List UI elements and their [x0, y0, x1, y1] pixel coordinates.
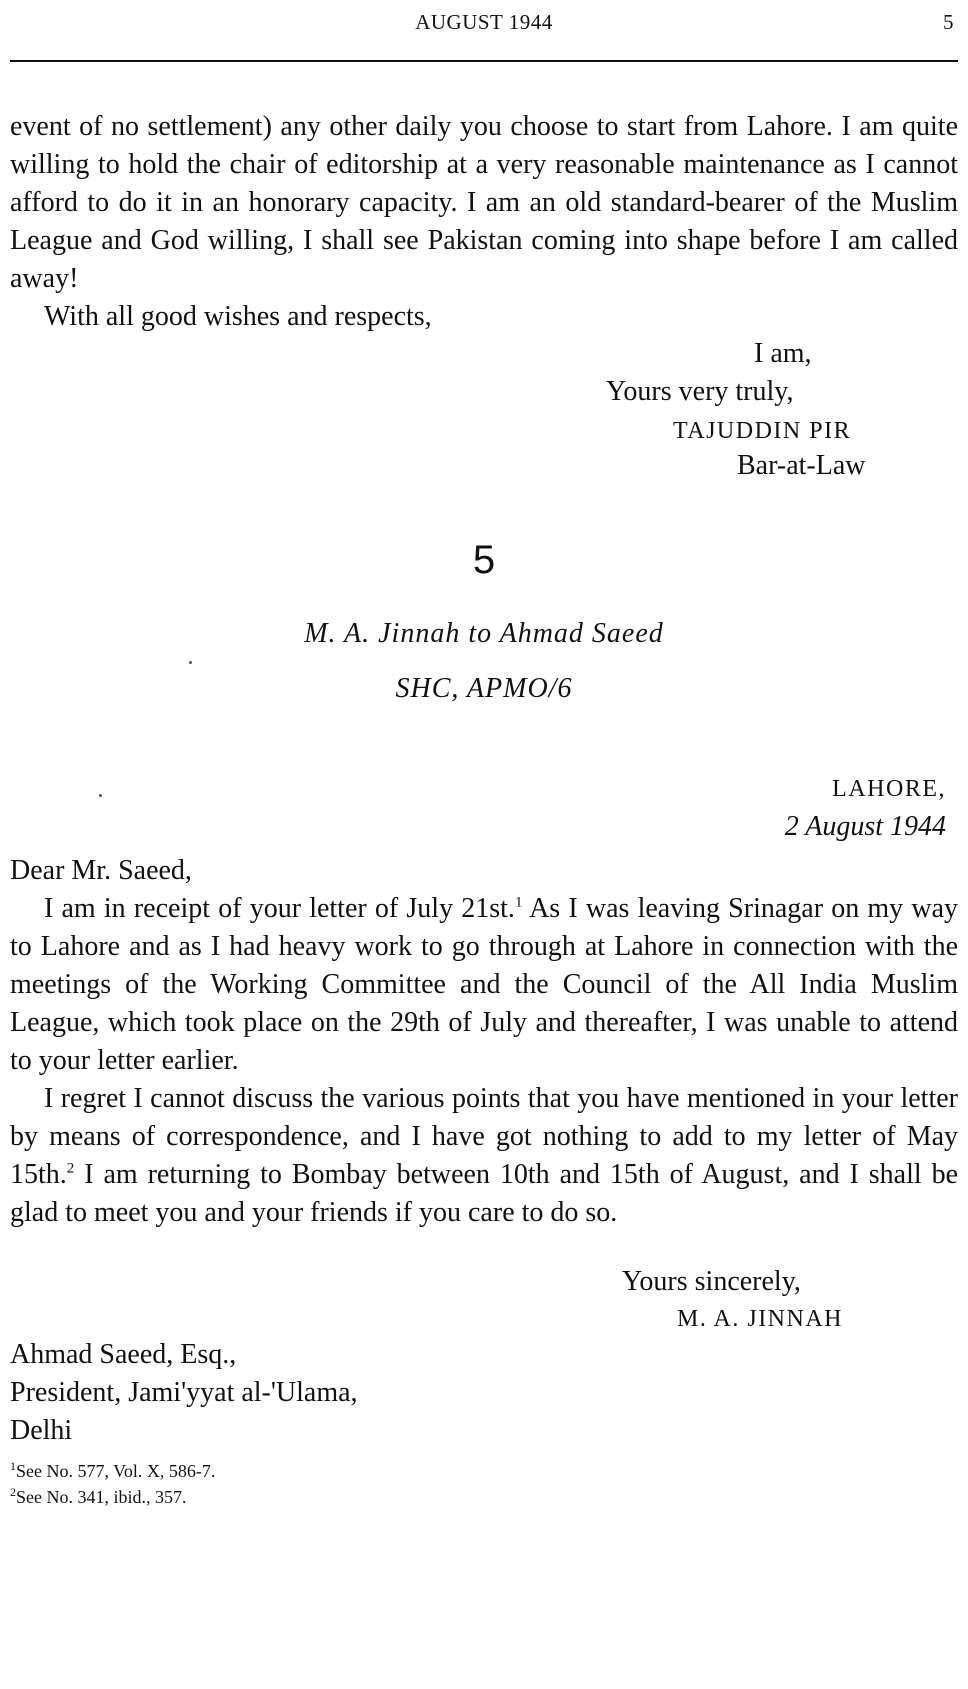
footnote-text-2: See No. 341, ibid., 357. [16, 1487, 187, 1507]
document-number: 5 [472, 538, 496, 582]
continuation-paragraph: event of no settlement) any other daily you choose to start from Lahore. I am quite willing to hold the chair of editorship at a very reasonable maintenance as I cannot afford to do it in an honorary capacity. I am an old standard-bearer of the Muslim League and God willing, I shall see Pakistan coming into shape before I am called away! [10, 111, 958, 294]
book-page [10, 0, 958, 1689]
salutation: Dear Mr. Saeed, [10, 855, 192, 886]
footnote-2 [10, 1484, 215, 1510]
letter-paragraph-2 [10, 1080, 958, 1232]
addressee-name: Ahmad Saeed, Esq., [10, 1339, 237, 1370]
print-speck [99, 794, 102, 797]
running-head [10, 6, 958, 36]
footnote-ref-1: 1 [514, 894, 523, 911]
previous-letter-continuation [10, 108, 958, 336]
letter-body [10, 852, 958, 1232]
addressee-position: President, Jami'yyat al-'Ulama, [10, 1377, 358, 1408]
place-date-block [785, 770, 946, 846]
addressee-city: Delhi [10, 1415, 73, 1446]
closing-yours-very-truly: Yours very truly, [606, 376, 794, 407]
footnote-mark-1: 1 [10, 1459, 16, 1473]
footnote-text-1: See No. 577, Vol. X, 586-7. [16, 1461, 216, 1481]
letter-place: LAHORE, [832, 776, 946, 802]
document-title: M. A. Jinnah to Ahmad Saeed [304, 618, 664, 649]
letter-date: 2 August 1944 [784, 811, 946, 842]
footnote-ref-2: 2 [66, 1160, 75, 1177]
print-speck [189, 661, 192, 664]
closing-yours-sincerely: Yours sincerely, [622, 1266, 801, 1297]
closing-wishes: With all good wishes and respects, [44, 301, 432, 332]
signature-tajuddin-pir: TAJUDDIN PIR [673, 418, 852, 444]
running-head-title: AUGUST 1944 [415, 10, 553, 34]
page-number: 5 [943, 10, 954, 34]
paragraph-1-text-a: I am in receipt of your letter of July 21st. [44, 893, 515, 924]
signature-jinnah: M. A. JINNAH [677, 1306, 844, 1332]
header-rule [10, 60, 958, 62]
designation-bar-at-law: Bar-at-Law [737, 450, 866, 481]
paragraph-2-text-b: I am returning to Bombay between 10th and 15th of August, and I shall be glad to meet you and your friends if you care to do so. [10, 1159, 958, 1228]
paragraph-1-text-b: As I was leaving Srinagar on my way to Lahore and as I had heavy work to go through at Lahore in connection with the meetings of the Working Committee and the Council of the All India Muslim League, which took place on the 29th of July and thereafter, I was unable to attend to your letter earlier. [10, 893, 959, 1076]
footnote-1 [10, 1458, 215, 1484]
footnote-mark-2: 2 [10, 1485, 16, 1499]
document-source: SHC, APMO/6 [395, 673, 573, 704]
paragraph-2-text-a: I regret I cannot discuss the various points that you have mentioned in your letter by means of correspondence, and I have got nothing to add to my letter of May 15th. [10, 1083, 958, 1190]
footnotes [10, 1458, 215, 1510]
closing-i-am: I am, [754, 338, 812, 369]
addressee-block [10, 1336, 358, 1450]
letter-paragraph-1 [10, 890, 958, 1080]
